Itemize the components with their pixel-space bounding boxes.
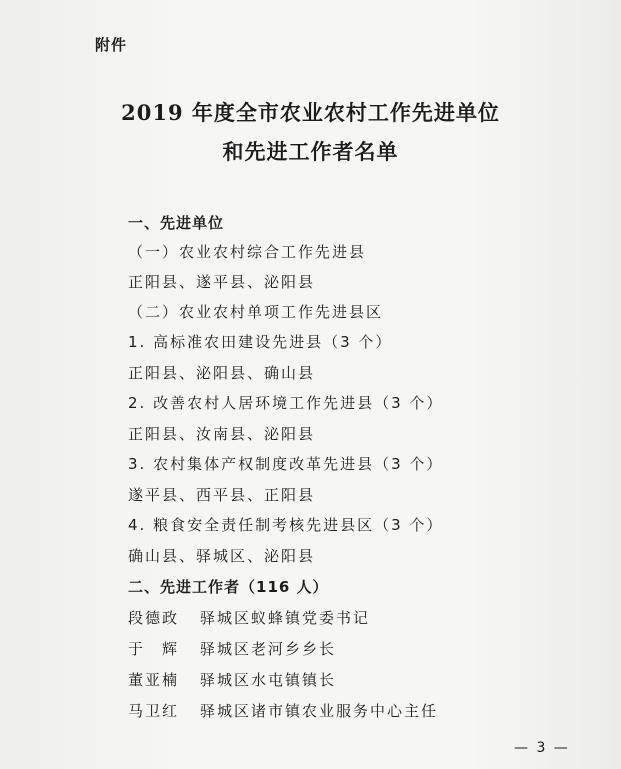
document-title-line-2: 和先进工作者名单 [222,139,399,164]
category-heading: 2. 改善农村人居环境工作先进县（3 个） [128,394,444,412]
unit-list: 正阳县、遂平县、泌阳县 [128,273,316,291]
attachment-label: 附件 [95,36,128,54]
unit-list: 正阳县、汝南县、泌阳县 [128,425,316,443]
section-heading-workers: 二、先进工作者（116 人） [128,578,329,596]
category-heading: 1. 高标准农田建设先进县（3 个） [128,333,393,351]
section-heading-units: 一、先进单位 [128,214,225,232]
person-name: 马卫红 [128,702,180,720]
person-row [128,700,438,721]
person-title: 驿城区老河乡乡长 [200,640,337,658]
subsection-heading: （一）农业农村综合工作先进县 [128,243,367,261]
subsection-heading: （二）农业农村单项工作先进县区 [128,303,384,321]
person-row [128,669,336,690]
page-number: — 3 — [514,740,570,756]
person-row [128,638,336,659]
person-name: 段德政 [128,609,180,627]
person-name: 董亚楠 [128,671,180,689]
category-heading: 3. 农村集体产权制度改革先进县（3 个） [128,455,444,473]
person-title: 驿城区蚁蜂镇党委书记 [200,609,371,627]
person-title: 驿城区诸市镇农业服务中心主任 [200,702,439,720]
person-row [128,607,370,628]
unit-list: 遂平县、西平县、正阳县 [128,486,316,504]
unit-list: 正阳县、泌阳县、确山县 [128,364,316,382]
person-title: 驿城区水屯镇镇长 [200,671,337,689]
document-title-line-1: 2019 年度全市农业农村工作先进单位 [121,100,500,125]
person-name: 于 辉 [128,640,180,658]
unit-list: 确山县、驿城区、泌阳县 [128,547,316,565]
category-heading: 4. 粮食安全责任制考核先进县区（3 个） [128,516,444,534]
